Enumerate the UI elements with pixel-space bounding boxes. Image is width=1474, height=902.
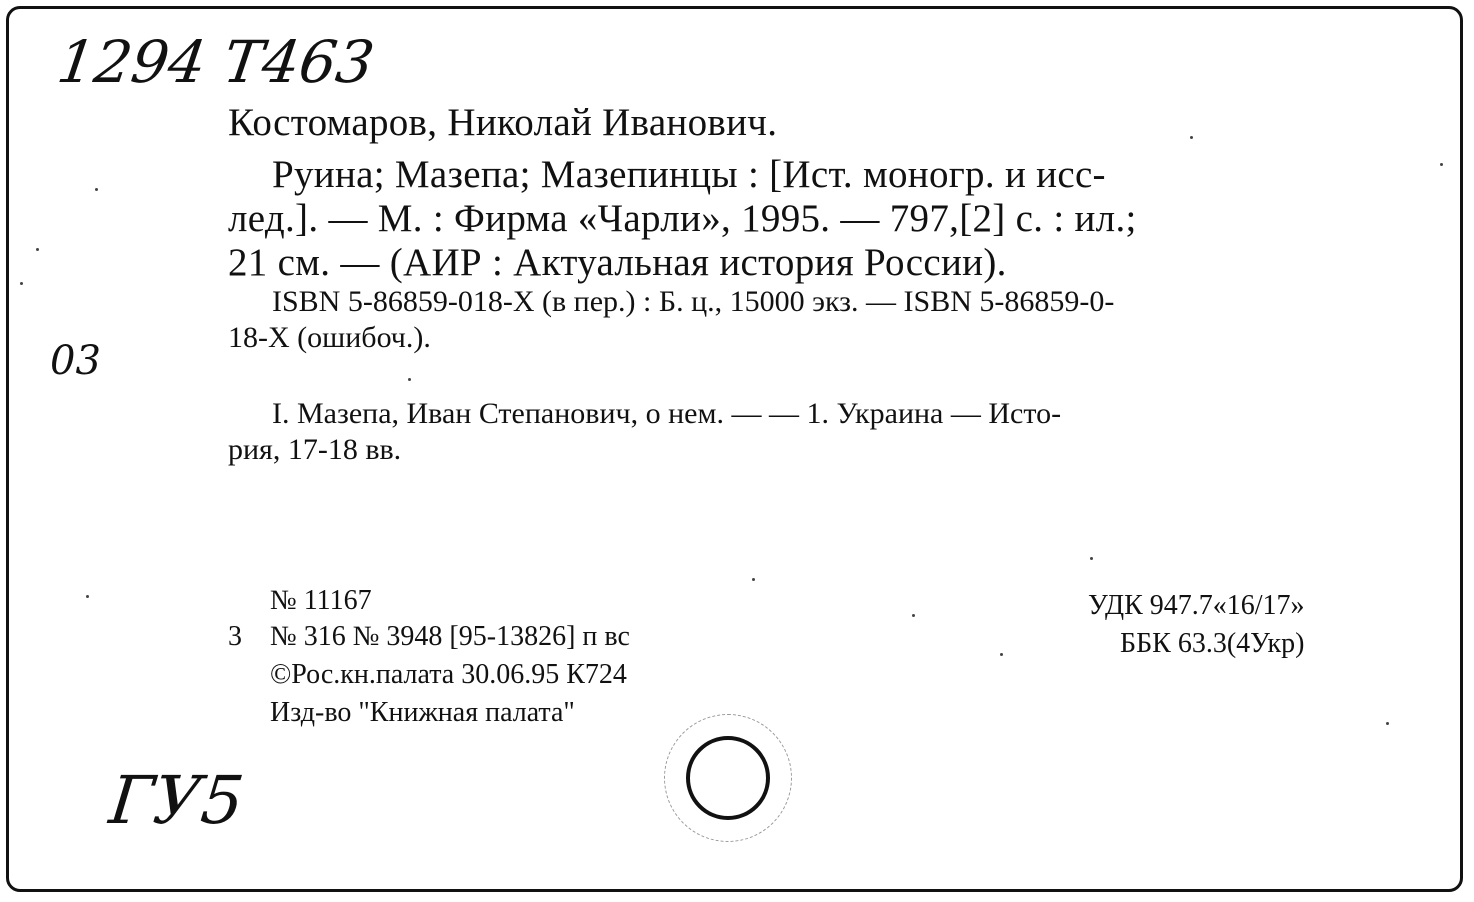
footer-line: № 11167: [270, 585, 372, 616]
scan-speck: [20, 282, 23, 285]
handwritten-side-mark: 03: [50, 338, 101, 384]
title-line: лед.]. — М. : Фирма «Чарли», 1995. — 797,[2] с. : ил.;: [228, 197, 1137, 240]
bbk-code: ББК 63.3(4Укр): [1120, 628, 1305, 659]
author-heading: Костомаров, Николай Иванович.: [228, 101, 778, 144]
udk-code: УДК 947.7«16/17»: [1088, 590, 1305, 621]
scan-speck: [408, 378, 411, 381]
isbn-line: ISBN 5-86859-018-X (в пер.) : Б. ц., 15000 экз. — ISBN 5-86859-0-: [272, 285, 1115, 318]
footer-prefix: 3: [228, 621, 242, 652]
scan-speck: [36, 248, 39, 251]
scan-speck: [1440, 163, 1443, 166]
scan-speck: [1000, 653, 1003, 656]
footer-line: Изд-во "Книжная палата": [270, 697, 575, 728]
handwritten-bottom-mark: ГУ5: [105, 762, 248, 839]
scan-speck: [752, 578, 755, 581]
scan-speck: [86, 595, 89, 598]
handwritten-catalog-number: 1294 Т463: [53, 28, 379, 96]
scan-speck: [95, 188, 98, 191]
subject-line: I. Мазепа, Иван Степанович, о нем. — — 1. Украина — Исто-: [272, 397, 1062, 430]
subject-line: рия, 17-18 вв.: [228, 433, 402, 466]
footer-line: № 316 № 3948 [95-13826] п вс: [270, 621, 630, 652]
isbn-line: 18-X (ошибоч.).: [228, 321, 431, 354]
scan-speck: [1090, 557, 1093, 560]
title-line: Руина; Мазепа; Мазепинцы : [Ист. моногр. и исс-: [272, 153, 1106, 196]
title-line: 21 см. — (АИР : Актуальная история России).: [228, 241, 1007, 284]
scan-speck: [912, 614, 915, 617]
footer-line: ©Рос.кн.палата 30.06.95 К724: [270, 659, 627, 690]
scan-speck: [1190, 136, 1193, 139]
punch-hole: [686, 736, 770, 820]
scan-speck: [1386, 722, 1389, 725]
